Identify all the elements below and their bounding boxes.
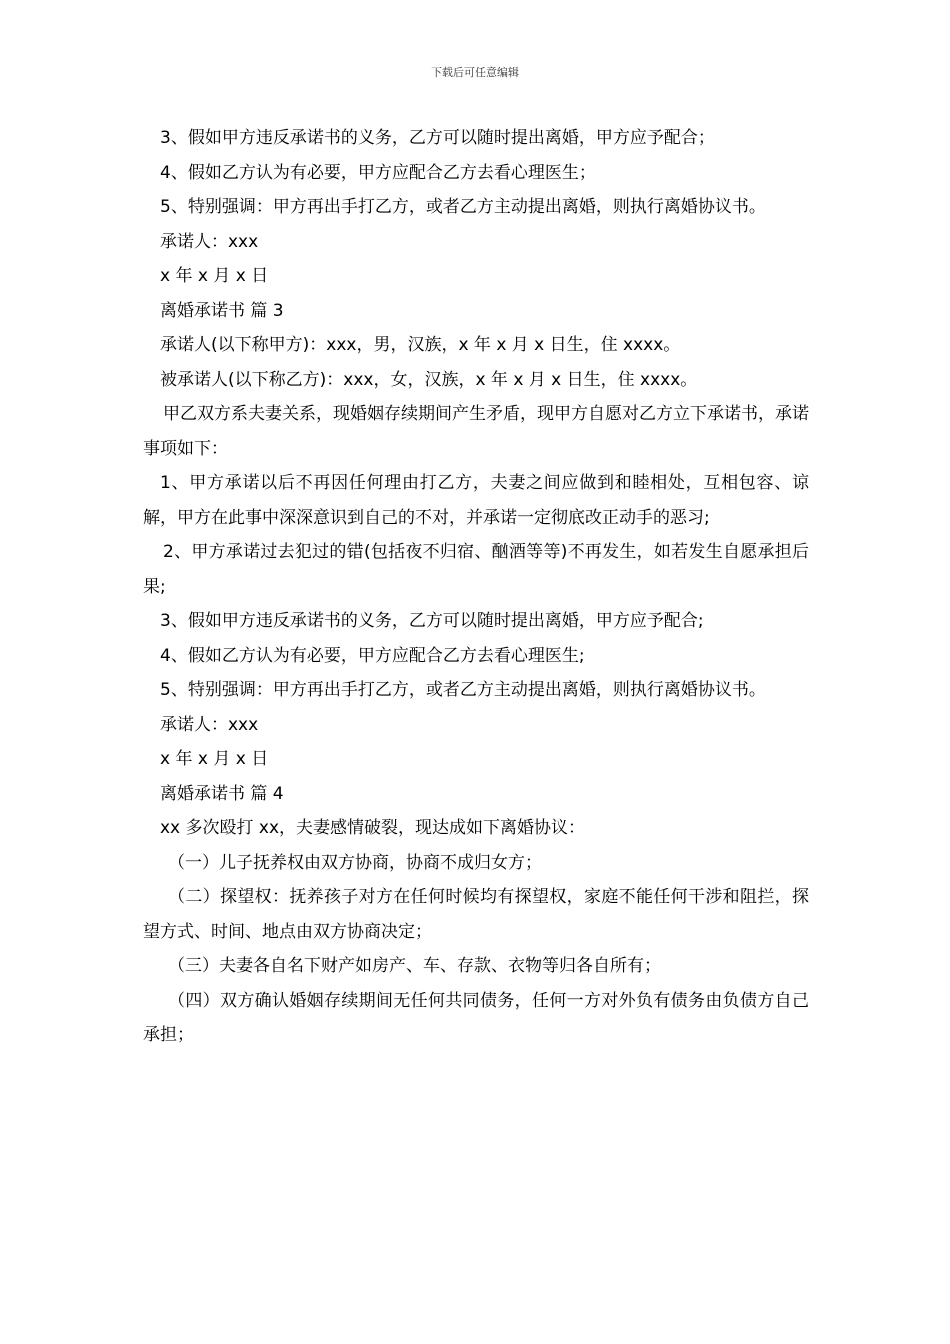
paragraph: 5、特别强调：甲方再出手打乙方，或者乙方主动提出离婚，则执行离婚协议书。 <box>160 680 766 700</box>
paragraph: 甲乙双方系夫妻关系，现婚姻存续期间产生矛盾，现甲方自愿对乙方立下承诺书，承诺事项如下： <box>143 404 809 459</box>
paragraph: （一）儿子抚养权由双方协商，协商不成归女方； <box>168 852 542 873</box>
document-body <box>143 121 809 1053</box>
section-title: 离婚承诺书 篇 3 <box>160 300 284 321</box>
paragraph: 3、假如甲方违反承诺书的义务，乙方可以随时提出离婚，甲方应予配合； <box>160 128 715 148</box>
paragraph: 3、假如甲方违反承诺书的义务，乙方可以随时提出离婚，甲方应予配合; <box>160 611 704 631</box>
paragraph: 1、甲方承诺以后不再因任何理由打乙方，夫妻之间应做到和睦相处，互相包容、谅解，甲方在此事中深深意识到自己的不对，并承诺一定彻底改正动手的恶习; <box>143 473 809 528</box>
paragraph: （三）夫妻各自名下财产如房产、车、存款、衣物等归各自所有； <box>168 956 661 976</box>
paragraph: （四）双方确认婚姻存续期间无任何共同债务，任何一方对外负有债务由负债方自己承担； <box>143 990 809 1045</box>
paragraph: 被承诺人(以下称乙方)：xxx，女，汉族，x 年 x 月 x 日生，住 xxxx。 <box>160 369 698 390</box>
date-line: x 年 x 月 x 日 <box>160 749 269 769</box>
signatory-line: 承诺人：xxx <box>160 231 259 252</box>
paragraph: xx 多次殴打 xx，夫妻感情破裂，现达成如下离婚协议： <box>160 818 586 838</box>
paragraph: 承诺人(以下称甲方)：xxx，男，汉族，x 年 x 月 x 日生，住 xxxx。 <box>160 335 681 355</box>
date-line: x 年 x 月 x 日 <box>160 266 269 286</box>
paragraph: 4、假如乙方认为有必要，甲方应配合乙方去看心理医生； <box>160 162 596 183</box>
paragraph: （二）探望权：抚养孩子对方在任何时候均有探望权，家庭不能任何干涉和阻拦，探望方式、时间、地点由双方协商决定； <box>143 887 809 942</box>
paragraph: 2、甲方承诺过去犯过的错(包括夜不归宿、酗酒等等)不再发生，如若发生自愿承担后果; <box>143 542 809 597</box>
signatory-line: 承诺人：xxx <box>160 714 259 735</box>
section-title: 离婚承诺书 篇 4 <box>160 783 284 804</box>
paragraph: 4、假如乙方认为有必要，甲方应配合乙方去看心理医生; <box>160 645 585 666</box>
page-header: 下载后可任意编辑 <box>431 66 519 79</box>
paragraph: 5、特别强调：甲方再出手打乙方，或者乙方主动提出离婚，则执行离婚协议书。 <box>160 197 766 217</box>
